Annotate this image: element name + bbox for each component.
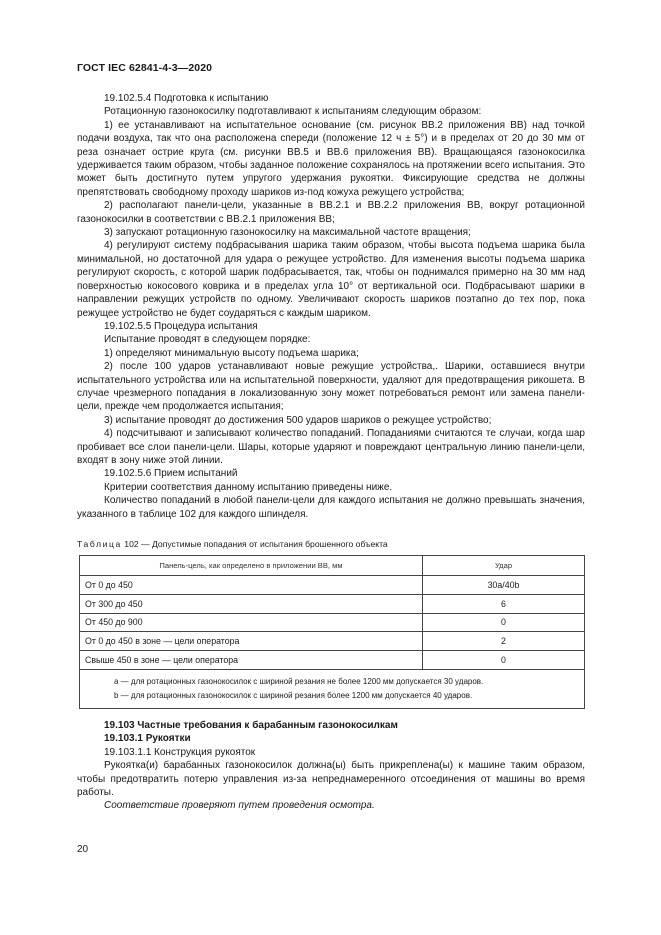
table-row <box>80 576 585 595</box>
table-cell-zone: От 450 до 900 <box>80 613 423 632</box>
table-caption <box>77 539 388 549</box>
table-header-row <box>80 556 585 576</box>
section-19-103 <box>77 719 585 813</box>
paragraph: 1) определяют минимальную высоту подъема шарика; <box>104 347 359 359</box>
table-cell-hits: 0 <box>423 651 585 670</box>
table-caption-label: Таблица <box>77 539 122 549</box>
paragraph: 19.102.5.4 Подготовка к испытанию <box>104 93 269 104</box>
hits-table <box>79 555 585 709</box>
paragraph: 2) располагают панели-цели, указанные в ВВ.2.1 и ВВ.2.2 приложения ВВ, вокруг ротационной газонокосилки в соответствии с ВВ.2.1 приложения ВВ; <box>77 200 585 225</box>
table-header-hits: Удар <box>423 556 585 576</box>
document-header: ГОСТ IEC 62841-4-3—2020 <box>77 62 213 74</box>
table-row <box>80 594 585 613</box>
table-caption-title: 102 — Допустимые попадания от испытания брошенного объекта <box>124 539 388 549</box>
table-notes-row <box>80 669 585 708</box>
table-cell-hits: 0 <box>423 613 585 632</box>
table-notes <box>80 669 585 708</box>
paragraph: 3) запускают ротационную газонокосилку на максимальной частоте вращения; <box>104 227 471 239</box>
table-cell-hits: 30a/40b <box>423 576 585 595</box>
table-row <box>80 632 585 651</box>
paragraph: 19.102.5.5 Процедура испытания <box>104 320 258 332</box>
table-cell-zone: Свыше 450 в зоне — цели оператора <box>80 651 423 670</box>
paragraph: 2) после 100 ударов устанавливают новые режущие устройства,. Шарики, оставшиеся внутри испытательного устройства или на испытательной поверхности, удаляют для предотвращения рикошета. В случае чрезмерного попадания в локализованную зону может потребоваться ремонт или замена панели-цели, прежде чем продолжается испытания; <box>77 361 585 413</box>
subsubsection-title: 19.103.1.1 Конструкция рукояток <box>104 746 256 758</box>
paragraph: Критерии соответствия данному испытанию приведены ниже. <box>104 481 393 493</box>
table-cell-zone: От 0 до 450 <box>80 576 423 595</box>
table-row <box>80 651 585 670</box>
table-cell-zone: От 0 до 450 в зоне — цели оператора <box>80 632 423 651</box>
paragraph: Рукоятка(и) барабанных газонокосилок должна(ы) быть прикреплена(ы) к машине таким образом, чтобы предотвратить потерю управления из-за непреднамеренного отсоединения от машины во время работы. <box>77 760 585 799</box>
paragraph: 3) испытание проводят до достижения 500 ударов шариков о режущее устройство; <box>104 414 492 426</box>
table-row <box>80 613 585 632</box>
paragraph: Количество попаданий в любой панели-цели для каждого испытания не должно превышать значения, указанного в таблице 102 для каждого шпинделя. <box>77 495 585 520</box>
table-cell-hits: 2 <box>423 632 585 651</box>
subsection-title: 19.103.1 Рукоятки <box>104 733 191 745</box>
table-header-zone: Панель-цель, как определено в приложении ВВ, мм <box>80 556 423 576</box>
document-body <box>77 92 585 521</box>
paragraph: Испытание проводят в следующем порядке: <box>104 334 311 346</box>
page-number: 20 <box>77 844 89 855</box>
paragraph: Ротационную газонокосилку подготавливают к испытаниям следующим образом: <box>104 106 482 118</box>
table-cell-hits: 6 <box>423 594 585 613</box>
compliance-check: Соответствие проверяют путем проведения осмотра. <box>104 800 375 812</box>
table-note: b — для ротационных газонокосилок с шириной резания более 1200 мм допускается 40 ударов. <box>114 690 473 700</box>
section-title: 19.103 Частные требования к барабанным газонокосилкам <box>104 720 398 731</box>
paragraph: 4) регулируют систему подбрасывания шарика таким образом, чтобы высота подъема шарика была минимальной, но достаточной для удара о режущее устройство. Для изменения высоты подъема шарика регулируют скорость, с которой шарик подбрасывается, так, чтобы он поднимался примерно на 30 мм над поверхностью кокосового коврика и в пределах угла 10° от вертикальной оси. Подбрасывают шарики в направлении режущих устройств по одному. Увеличивают скорость шариков поэтапно до тех пор, пока режущее устройство не будет соударяться с каждым шариком. <box>77 240 585 319</box>
paragraph: 4) подсчитывают и записывают количество попаданий. Попаданиями считаются те случаи, когда шар пробивает все слои панели-цели. Шары, которые ударяют и повреждают центральную линию панели-цели, входят в зону ниже этой линии. <box>77 428 585 466</box>
table-cell-zone: От 300 до 450 <box>80 594 423 613</box>
paragraph: 19.102.5.6 Прием испытаний <box>104 468 238 480</box>
table-note: a — для ротационных газонокосилок с шириной резания не более 1200 мм допускается 30 ударов. <box>114 676 484 686</box>
paragraph: 1) ее устанавливают на испытательное основание (см. рисунок ВВ.2 приложения ВВ) над точкой подачи воздуха, так что она расположена спереди (положение 12 ч ± 5°) и в пределах от 20 до 30 мм от резa означает острие круга (см. рисунки ВВ.5 и ВВ.6 приложения ВВ). Вращающаяся газонокосилка удерживается таким образом, чтобы заданное положение сохранялось на протяжении всего испытания. Это может быть достигнуто путем упругого удержания рукоятки. Фиксирующие средства не должны препятствовать свободному проходу шариков из-под кожуха режущего устройства; <box>77 119 585 198</box>
